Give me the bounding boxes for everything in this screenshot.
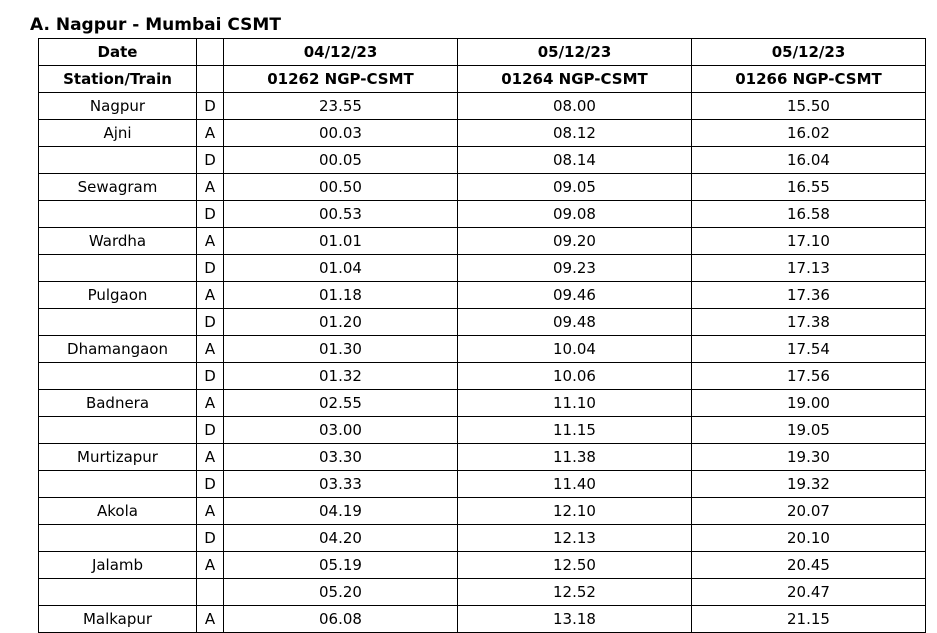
- arrival-departure-cell: [197, 579, 224, 606]
- time-cell: 01.30: [224, 336, 458, 363]
- date-label: Date: [39, 39, 197, 66]
- table-row: [39, 552, 926, 579]
- time-cell: 17.38: [692, 309, 926, 336]
- station-train-label: Station/Train: [39, 66, 197, 93]
- time-cell: 08.14: [458, 147, 692, 174]
- time-cell: 04.20: [224, 525, 458, 552]
- time-cell: 00.53: [224, 201, 458, 228]
- arrival-departure-cell: D: [197, 147, 224, 174]
- table-row: [39, 309, 926, 336]
- table-row: [39, 255, 926, 282]
- arrival-departure-cell: D: [197, 417, 224, 444]
- time-cell: 06.08: [224, 606, 458, 633]
- time-cell: 12.10: [458, 498, 692, 525]
- time-cell: 02.55: [224, 390, 458, 417]
- date-cell: 05/12/23: [692, 39, 926, 66]
- time-cell: 20.47: [692, 579, 926, 606]
- station-cell: Malkapur: [39, 606, 197, 633]
- train-row: [39, 66, 926, 93]
- time-cell: 15.50: [692, 93, 926, 120]
- arrival-departure-cell: D: [197, 201, 224, 228]
- date-row: [39, 39, 926, 66]
- arrival-departure-cell: A: [197, 606, 224, 633]
- station-cell: [39, 417, 197, 444]
- time-cell: 11.38: [458, 444, 692, 471]
- station-cell: Akola: [39, 498, 197, 525]
- date-cell: 05/12/23: [458, 39, 692, 66]
- table-row: [39, 147, 926, 174]
- arrival-departure-cell: A: [197, 228, 224, 255]
- time-cell: 08.00: [458, 93, 692, 120]
- table-row: [39, 228, 926, 255]
- time-cell: 20.10: [692, 525, 926, 552]
- table-row: [39, 174, 926, 201]
- station-cell: Jalamb: [39, 552, 197, 579]
- time-cell: 11.40: [458, 471, 692, 498]
- timetable-body: [39, 93, 926, 633]
- table-row: [39, 606, 926, 633]
- time-cell: 20.07: [692, 498, 926, 525]
- time-cell: 12.13: [458, 525, 692, 552]
- station-cell: Nagpur: [39, 93, 197, 120]
- time-cell: 16.02: [692, 120, 926, 147]
- time-cell: 17.54: [692, 336, 926, 363]
- station-cell: [39, 525, 197, 552]
- table-row: [39, 336, 926, 363]
- arrival-departure-cell: A: [197, 444, 224, 471]
- time-cell: 10.04: [458, 336, 692, 363]
- table-row: [39, 120, 926, 147]
- train-cell: 01264 NGP-CSMT: [458, 66, 692, 93]
- time-cell: 09.46: [458, 282, 692, 309]
- time-cell: 09.23: [458, 255, 692, 282]
- arrival-departure-cell: A: [197, 552, 224, 579]
- time-cell: 17.13: [692, 255, 926, 282]
- station-cell: Murtizapur: [39, 444, 197, 471]
- time-cell: 21.15: [692, 606, 926, 633]
- table-row: [39, 444, 926, 471]
- table-row: [39, 363, 926, 390]
- time-cell: 01.32: [224, 363, 458, 390]
- station-cell: [39, 147, 197, 174]
- time-cell: 01.01: [224, 228, 458, 255]
- station-cell: [39, 579, 197, 606]
- station-cell: [39, 309, 197, 336]
- table-row: [39, 525, 926, 552]
- arrival-departure-cell: D: [197, 255, 224, 282]
- time-cell: 20.45: [692, 552, 926, 579]
- station-cell: Wardha: [39, 228, 197, 255]
- section-title: A. Nagpur - Mumbai CSMT: [30, 15, 281, 35]
- time-cell: 17.56: [692, 363, 926, 390]
- time-cell: 19.32: [692, 471, 926, 498]
- time-cell: 12.52: [458, 579, 692, 606]
- time-cell: 08.12: [458, 120, 692, 147]
- arrival-departure-cell: A: [197, 120, 224, 147]
- table-row: [39, 471, 926, 498]
- table-row: [39, 201, 926, 228]
- time-cell: 13.18: [458, 606, 692, 633]
- arrival-departure-cell: A: [197, 282, 224, 309]
- time-cell: 10.06: [458, 363, 692, 390]
- table-row: [39, 417, 926, 444]
- time-cell: 03.30: [224, 444, 458, 471]
- time-cell: 12.50: [458, 552, 692, 579]
- arrival-departure-cell: A: [197, 498, 224, 525]
- table-row: [39, 93, 926, 120]
- time-cell: 11.10: [458, 390, 692, 417]
- train-cell: 01262 NGP-CSMT: [224, 66, 458, 93]
- time-cell: 16.58: [692, 201, 926, 228]
- arrival-departure-cell: D: [197, 363, 224, 390]
- time-cell: 03.33: [224, 471, 458, 498]
- time-cell: 09.48: [458, 309, 692, 336]
- arrival-departure-cell: D: [197, 93, 224, 120]
- time-cell: 19.00: [692, 390, 926, 417]
- time-cell: 09.05: [458, 174, 692, 201]
- time-cell: 05.20: [224, 579, 458, 606]
- arrival-departure-cell: A: [197, 390, 224, 417]
- time-cell: 23.55: [224, 93, 458, 120]
- train-cell: 01266 NGP-CSMT: [692, 66, 926, 93]
- time-cell: 05.19: [224, 552, 458, 579]
- station-cell: Pulgaon: [39, 282, 197, 309]
- station-cell: Sewagram: [39, 174, 197, 201]
- time-cell: 01.20: [224, 309, 458, 336]
- table-row: [39, 579, 926, 606]
- time-cell: 01.04: [224, 255, 458, 282]
- time-cell: 09.08: [458, 201, 692, 228]
- time-cell: 00.50: [224, 174, 458, 201]
- time-cell: 11.15: [458, 417, 692, 444]
- time-cell: 17.10: [692, 228, 926, 255]
- table-row: [39, 390, 926, 417]
- arrival-departure-cell: A: [197, 336, 224, 363]
- time-cell: 03.00: [224, 417, 458, 444]
- table-row: [39, 498, 926, 525]
- time-cell: 16.04: [692, 147, 926, 174]
- station-cell: [39, 471, 197, 498]
- station-cell: Badnera: [39, 390, 197, 417]
- time-cell: 04.19: [224, 498, 458, 525]
- ad-header-cell: [197, 66, 224, 93]
- time-cell: 00.03: [224, 120, 458, 147]
- time-cell: 17.36: [692, 282, 926, 309]
- time-cell: 01.18: [224, 282, 458, 309]
- arrival-departure-cell: D: [197, 309, 224, 336]
- arrival-departure-cell: D: [197, 471, 224, 498]
- station-cell: Dhamangaon: [39, 336, 197, 363]
- arrival-departure-cell: D: [197, 525, 224, 552]
- arrival-departure-cell: A: [197, 174, 224, 201]
- timetable: [38, 38, 926, 633]
- time-cell: 19.05: [692, 417, 926, 444]
- station-cell: Ajni: [39, 120, 197, 147]
- table-row: [39, 282, 926, 309]
- time-cell: 16.55: [692, 174, 926, 201]
- date-cell: 04/12/23: [224, 39, 458, 66]
- station-cell: [39, 255, 197, 282]
- station-cell: [39, 363, 197, 390]
- ad-header-cell: [197, 39, 224, 66]
- time-cell: 09.20: [458, 228, 692, 255]
- time-cell: 19.30: [692, 444, 926, 471]
- time-cell: 00.05: [224, 147, 458, 174]
- station-cell: [39, 201, 197, 228]
